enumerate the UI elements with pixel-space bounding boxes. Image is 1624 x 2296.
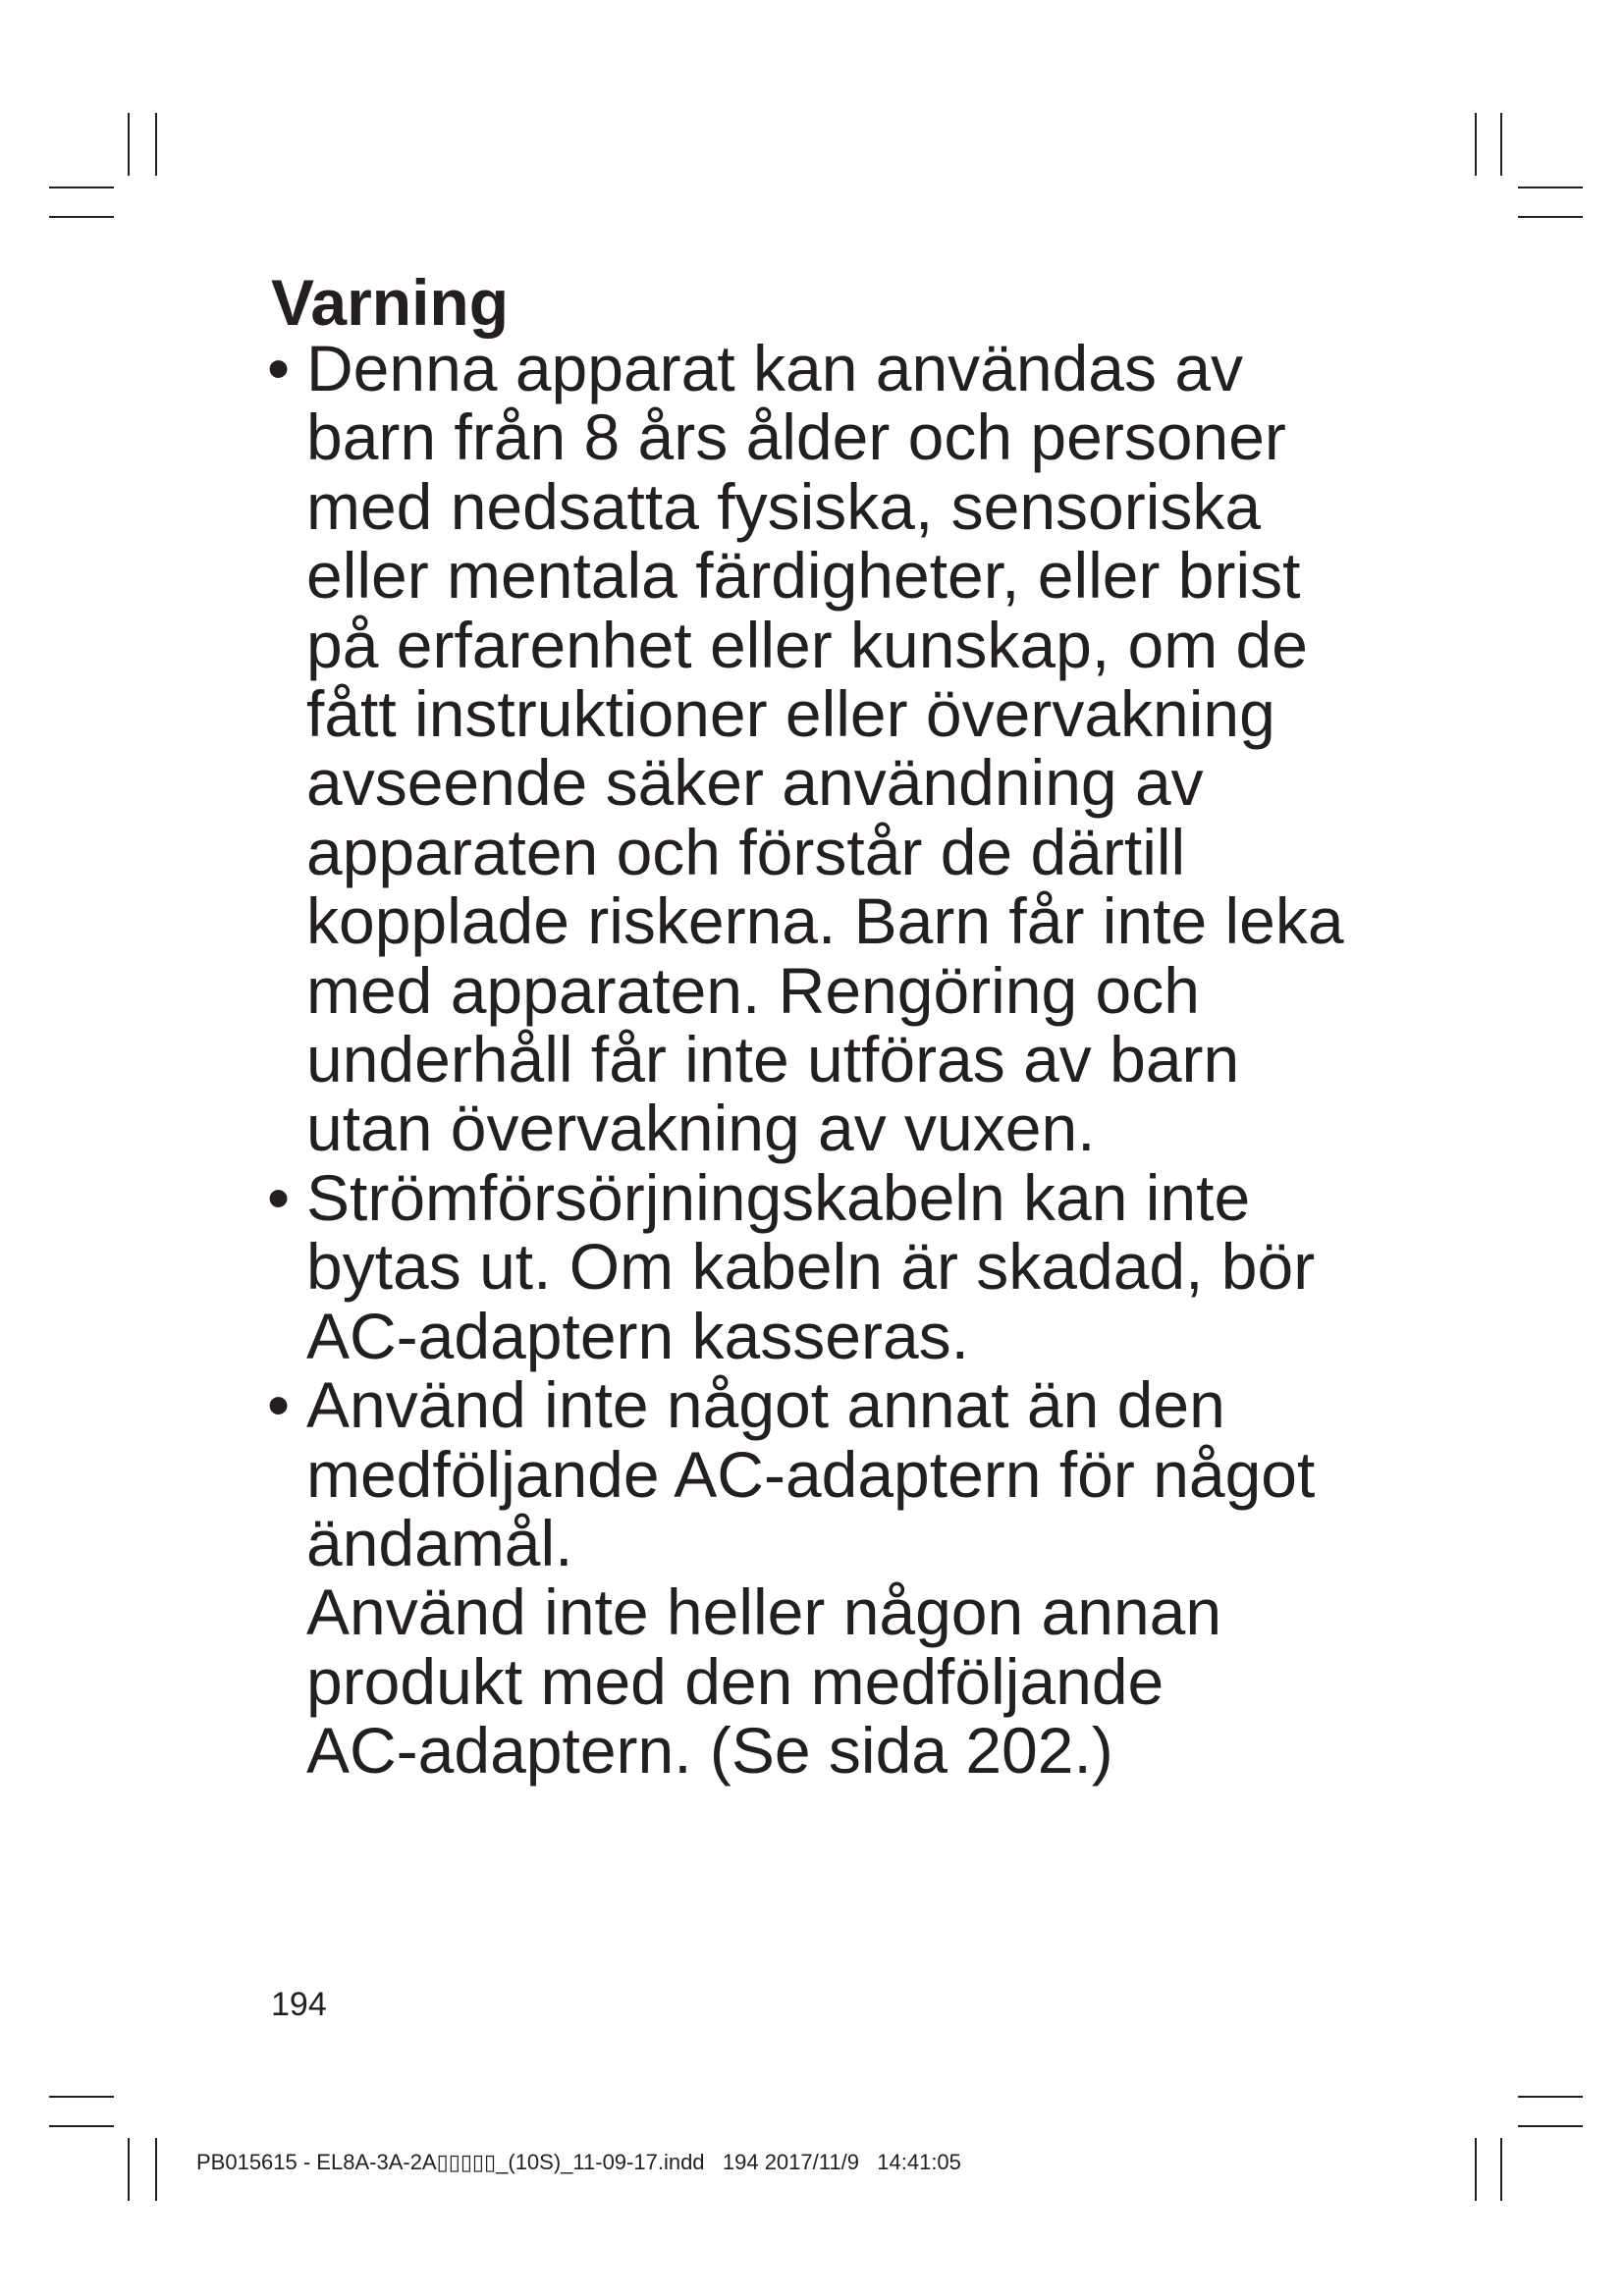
text-line: AC-adaptern kasseras. [306, 1299, 969, 1372]
warning-item-power-cable [265, 1160, 1424, 1372]
bullet: • [267, 1160, 291, 1234]
text-line: kopplade riskerna. Barn får inte leka [306, 884, 1344, 958]
text-line: underhåll får inte utföras av barn [306, 1023, 1240, 1096]
text-line: Använd inte heller någon annan [306, 1575, 1222, 1649]
text-line: utan övervakning av vuxen. [306, 1092, 1096, 1165]
warning-item-children [265, 334, 1424, 1163]
text-line: apparaten och förstår de därtill [306, 815, 1186, 888]
page-number: 194 [271, 1986, 327, 2023]
text-line: på erfarenhet eller kunskap, om de [306, 608, 1308, 681]
text-line: Använd inte något annat än den [306, 1368, 1225, 1442]
text-line: eller mentala färdigheter, eller brist [306, 539, 1301, 613]
text-line: bytas ut. Om kabeln är skadad, bör [306, 1230, 1316, 1304]
text-line: avseende säker användning av [306, 746, 1204, 820]
warning-heading: Varning [271, 266, 510, 339]
text-line: med nedsatta fysiska, sensoriska [306, 469, 1262, 543]
text-line: medföljande AC-adaptern för något [306, 1437, 1316, 1511]
text-line: Denna apparat kan användas av [306, 332, 1244, 404]
warning-list [265, 334, 1424, 1786]
text-line: med apparaten. Rengöring och [306, 953, 1200, 1027]
text-line: AC-adaptern. (Se sida 202.) [306, 1714, 1113, 1788]
text-line: produkt med den medföljande [306, 1644, 1164, 1718]
text-line: ändamål. [306, 1506, 573, 1579]
text-line: Strömförsörjningskabeln kan inte [306, 1160, 1251, 1234]
bullet: • [267, 1368, 291, 1442]
bullet: • [267, 332, 291, 404]
text-line: fått instruktioner eller övervakning [306, 677, 1275, 751]
warning-item-ac-adapter [265, 1368, 1424, 1788]
print-slug: PB015615 - EL8A-3A-2A▯▯▯▯▯_(10S)_11-09-17.indd 194 2017/11/9 14:41:05 [196, 2150, 961, 2174]
text-line: barn från 8 års ålder och personer [306, 400, 1286, 474]
